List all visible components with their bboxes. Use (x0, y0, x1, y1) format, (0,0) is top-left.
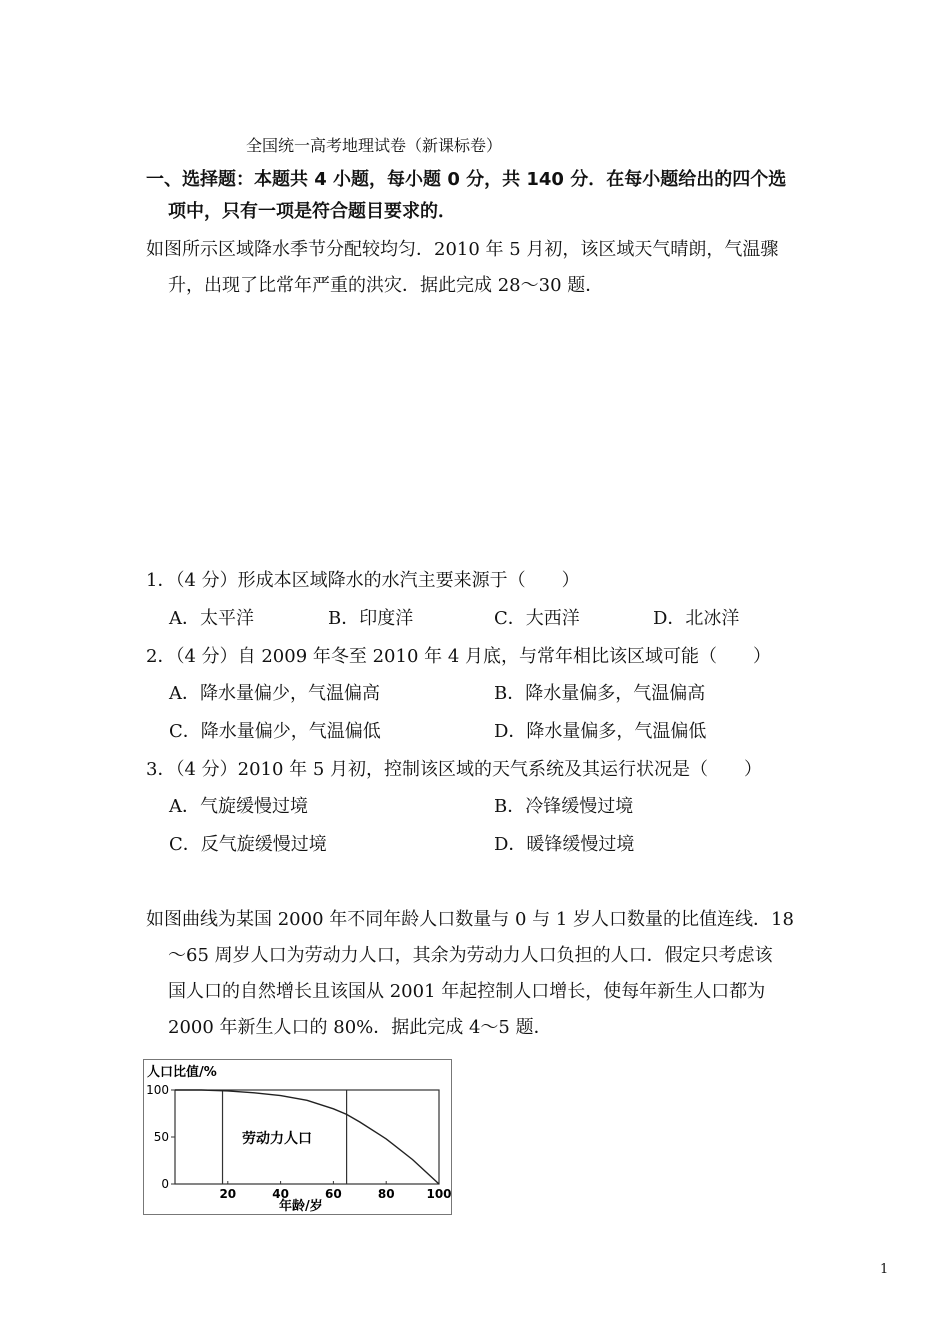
q3-option-b[interactable]: B．冷锋缓慢过境 (494, 796, 634, 817)
q2-option-a[interactable]: A．降水量偏少，气温偏高 (169, 683, 380, 704)
intro2-line2: ～65 周岁人口为劳动力人口，其余为劳动力人口负担的人口．假定只考虑该 (168, 945, 773, 966)
question-2-stem: 2．（4 分）自 2009 年冬至 2010 年 4 月底，与常年相比该区域可能（ ） (146, 646, 772, 667)
x-tick-label-40: 40 (272, 1187, 289, 1201)
population-chart (143, 1059, 452, 1215)
intro-paragraph-2 (146, 902, 794, 1046)
q2-option-d[interactable]: D．降水量偏多，气温偏低 (494, 721, 707, 742)
intro2-line4: 2000 年新生人口的 80%．据此完成 4～5 题． (168, 1017, 552, 1038)
q2-option-c[interactable]: C．降水量偏少，气温偏低 (169, 721, 381, 742)
intro1-line2: 升，出现了比常年严重的洪灾．据此完成 28～30 题． (168, 275, 604, 296)
q1-option-a[interactable]: A．太平洋 (169, 608, 254, 629)
q3-option-d[interactable]: D．暖锋缓慢过境 (494, 834, 635, 855)
page-number: 1 (880, 1262, 889, 1277)
q2-option-b[interactable]: B．降水量偏多，气温偏高 (494, 683, 706, 704)
intro2-line1: 如图曲线为某国 2000 年不同年龄人口数量与 0 与 1 岁人口数量的比值连线．18 (146, 909, 794, 930)
x-axis-label: 年龄/岁 (279, 1199, 323, 1214)
question-3-stem: 3．（4 分）2010 年 5 月初，控制该区域的天气系统及其运行状况是（ ） (146, 759, 763, 780)
intro-paragraph-1 (146, 232, 778, 304)
intro2-line3: 国人口的自然增长且该国从 2001 年起控制人口增长，使每年新生人口都为 (168, 981, 766, 1002)
doc-title: 全国统一高考地理试卷（新课标卷） (246, 136, 503, 155)
y-axis-label: 人口比值/% (147, 1065, 217, 1080)
y-tick-label-50: 50 (153, 1130, 169, 1144)
section-header-line2: 项中，只有一项是符合题目要求的． (168, 201, 456, 222)
q1-option-d[interactable]: D．北冰洋 (653, 608, 740, 629)
population-chart-svg (144, 1060, 451, 1214)
y-tick-label-100: 100 (146, 1083, 169, 1097)
question-1-stem: 1．（4 分）形成本区域降水的水汽主要来源于（ ） (146, 570, 580, 591)
labor-force-region-label: 劳动力人口 (242, 1131, 312, 1147)
section-header (146, 164, 786, 228)
q1-option-b[interactable]: B．印度洋 (328, 608, 414, 629)
x-tick-label-60: 60 (325, 1187, 342, 1201)
q1-option-c[interactable]: C．大西洋 (494, 608, 580, 629)
intro1-line1: 如图所示区域降水季节分配较均匀．2010 年 5 月初，该区域天气晴朗，气温骤 (146, 239, 779, 260)
q3-option-c[interactable]: C．反气旋缓慢过境 (169, 834, 327, 855)
x-tick-label-20: 20 (219, 1187, 237, 1201)
x-tick-label-80: 80 (377, 1187, 395, 1201)
x-tick-label-100: 100 (426, 1187, 451, 1201)
y-tick-label-0: 0 (161, 1177, 169, 1191)
section-header-line1: 一、选择题：本题共 4 小题，每小题 0 分，共 140 分．在每小题给出的四个选 (146, 169, 787, 190)
q3-option-a[interactable]: A．气旋缓慢过境 (169, 796, 308, 817)
